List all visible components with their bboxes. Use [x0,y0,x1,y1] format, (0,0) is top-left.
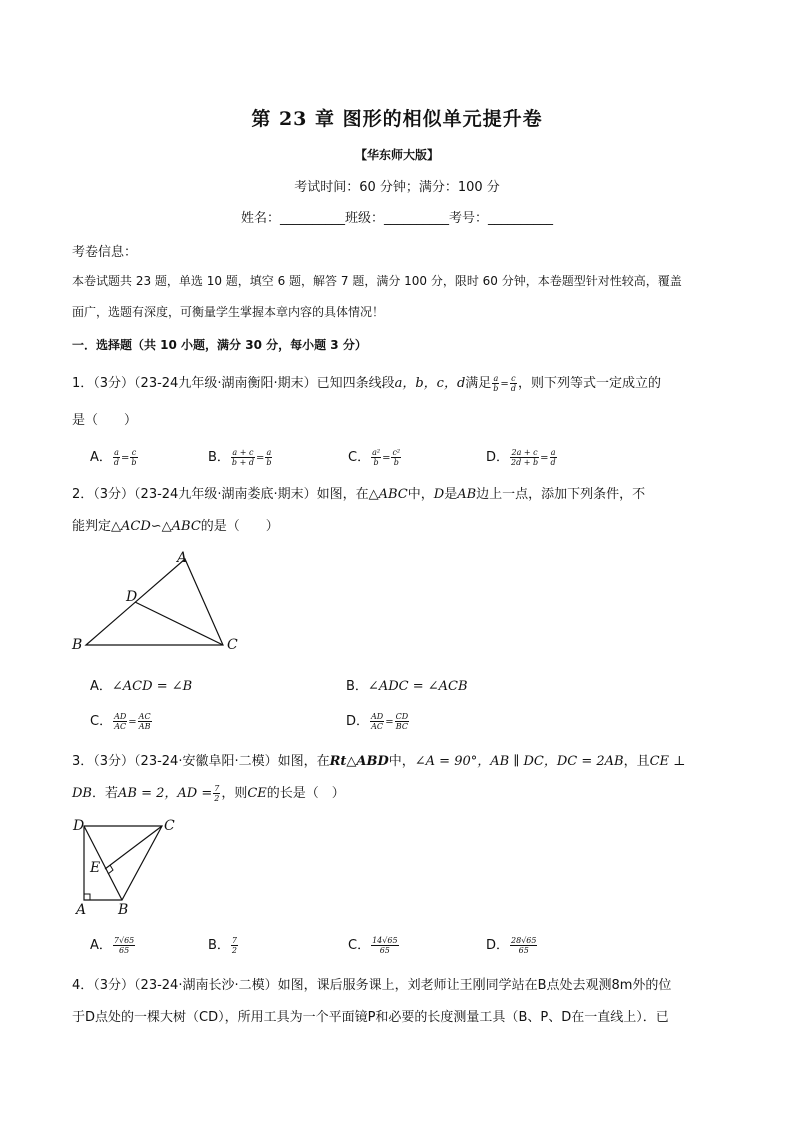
question-1-mid: 满足 [465,376,492,391]
question-1-option-c[interactable]: C． $\frac{\text{a²}}{b}$ = $\frac{\text{c²}}{b}$ [348,448,401,467]
label-a: A [76,902,87,918]
label-b: B [118,902,129,918]
info-line-2: 面广，选题有深度，可衡量学生掌握本章内容的具体情况！ [72,305,385,319]
question-1-line-1: 1．（3分）（23-24九年级·湖南衡阳·期末）已知四条线段a，b，c，d满足 $\frac{a}{b}$ = $\frac{c}{d}$ ，则下列等式一定成立的 [72,374,661,393]
fraction: $\frac{a}{b}$ [493,374,499,393]
info-heading: 考卷信息： [72,245,138,260]
question-4-line-2: 于D点处的一棵大树（CD），所用工具为一个平面镜P和必要的长度测量工具（B、P、D在一直线上）．已 [72,1010,669,1025]
question-2-option-b[interactable]: B．∠ADC = ∠ACB [346,679,468,694]
question-3-line-2: DB．若AB = 2，AD = $\frac{7}{2}$ ，则CE的长是（ ） [72,784,345,803]
segment-ce [105,826,162,869]
page-title: 第 23 章 图形的相似单元提升卷 [251,108,543,130]
question-2-line-1: 2．（3分）（23-24九年级·湖南娄底·期末）如图，在△ABC中，D是AB边上一点，添加下列条件，不 [72,487,646,502]
question-2-option-d[interactable]: D． $\frac{AD}{AC}$ = $\frac{CD}{BC}$ [346,712,409,731]
student-info-fields: 姓名：__________班级：__________考号：__________ [240,211,553,226]
edition-label: 【华东师大版】 [354,148,439,162]
right-angle-mark-a [84,894,90,900]
triangle-abc [86,559,223,645]
info-line-1: 本卷试题共 23 题，单选 10 题，填空 6 题，解答 7 题，满分 100 分，限时 60 分钟，本卷题型针对性较高，覆盖 [72,274,682,288]
label-b: B [72,637,83,653]
question-1-option-b[interactable]: B． $\frac{a + c}{b + d}$ = $\frac{a}{b}$ [208,448,272,467]
question-2-line-2: 能判定△ACD∽△ABC的是（ ） [72,519,279,534]
question-2-option-a[interactable]: A．∠ACD = ∠B [90,679,193,694]
question-3-line-1: 3．（3分）（23-24·安徽阜阳·二模）如图，在Rt△ABD中，∠A = 90°，AB ∥ DC，DC = 2AB，且CE ⊥ [72,754,686,769]
question-1-line-2: 是（ ） [72,413,138,428]
question-3-option-a[interactable]: A． $\frac{7√65}{65}$ [90,936,135,955]
question-1-option-d[interactable]: D． $\frac{2a + c}{2d + b}$ = $\frac{a}{d}$ [486,448,556,467]
question-3-option-c[interactable]: C． $\frac{14√65}{65}$ [348,936,398,955]
exam-time: 考试时间：60 分钟；满分：100 分 [294,180,500,195]
question-1-vars: a，b，c，d [394,376,466,391]
section-heading: 一．选择题（共 10 小题，满分 30 分，每小题 3 分） [72,338,367,352]
question-4-line-1: 4．（3分）（23-24·湖南长沙·二模）如图，课后服务课上，刘老师让王刚同学站在B点处去观测8m外的位 [72,978,672,993]
triangle-figure-q2 [68,548,248,658]
label-a: A [177,550,188,566]
question-1-text: 1．（3分）（23-24九年级·湖南衡阳·期末）已知四条线段 [72,376,395,391]
label-e: E [90,860,101,876]
fraction: $\frac{c}{d}$ [510,374,516,393]
label-c: C [164,818,175,834]
label-d: D [126,589,138,605]
question-3-option-d[interactable]: D． $\frac{28√65}{65}$ [486,936,537,955]
segment-cd [135,602,223,645]
question-2-option-c[interactable]: C． $\frac{AD}{AC}$ = $\frac{AC}{AB}$ [90,712,151,731]
question-1-suffix: ，则下列等式一定成立的 [517,376,661,391]
label-d: D [73,818,85,834]
label-c: C [227,637,238,653]
question-3-option-b[interactable]: B． $\frac{7}{2}$ [208,936,238,955]
question-1-option-a[interactable]: A． $\frac{a}{d}$ = $\frac{c}{b}$ [90,448,137,467]
